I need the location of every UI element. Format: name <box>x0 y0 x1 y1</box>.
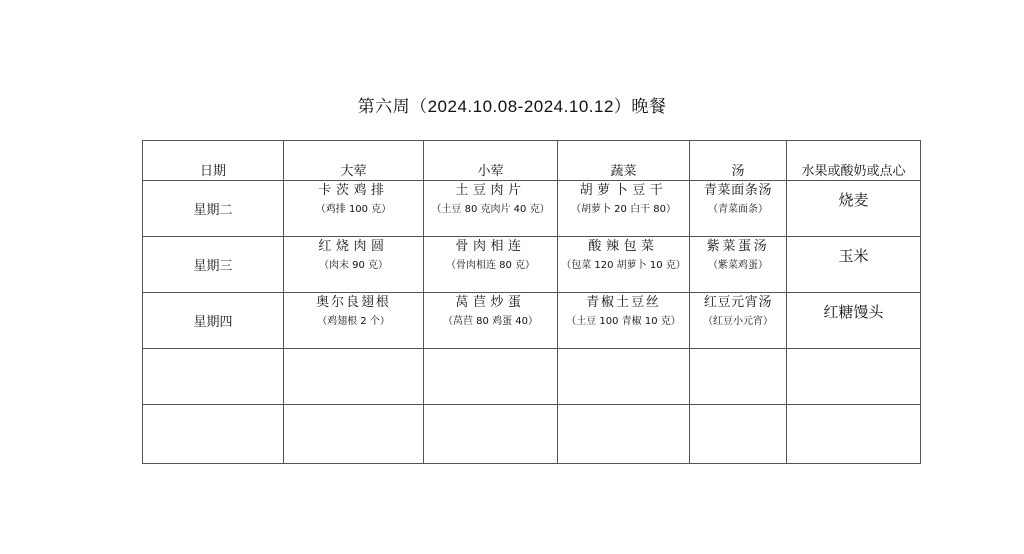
dish-detail: （青菜面条） <box>708 203 768 215</box>
dish-detail: （胡萝卜 20 白干 80） <box>571 203 676 215</box>
dish-name: 红烧肉圆 <box>318 238 389 254</box>
day-label: 星期三 <box>193 259 233 274</box>
extra-item: 红糖馒头 <box>823 303 884 321</box>
dish-detail: （土豆 100 青椒 10 克） <box>566 315 681 327</box>
vegetable-cell <box>558 181 690 237</box>
header-big-meat: 大荤 <box>284 141 424 181</box>
extra-cell <box>787 181 921 237</box>
empty-cell <box>143 349 284 405</box>
table-row <box>143 293 921 349</box>
extra-cell <box>787 293 921 349</box>
empty-cell <box>690 405 787 464</box>
dish-name: 奥尔良翅根 <box>316 294 391 310</box>
dish-detail: （紫菜鸡蛋） <box>708 259 768 271</box>
dinner-menu-table <box>142 140 921 464</box>
dish-name: 紫菜蛋汤 <box>706 238 770 254</box>
dish-name: 青椒土豆丝 <box>586 294 661 310</box>
dish-name: 土豆肉片 <box>455 182 526 198</box>
empty-cell <box>424 405 558 464</box>
table-header-row <box>143 141 921 181</box>
dish-detail: （土豆 80 克肉片 40 克） <box>431 203 550 215</box>
dish-name: 胡萝卜豆干 <box>579 182 668 198</box>
dish-detail: （红豆小元宵） <box>703 315 773 327</box>
dish-detail: （莴苣 80 鸡蛋 40） <box>443 315 538 327</box>
empty-cell <box>558 405 690 464</box>
header-extra: 水果或酸奶或点心 <box>787 141 921 181</box>
soup-cell <box>690 237 787 293</box>
big-meat-cell <box>284 293 424 349</box>
extra-item: 玉米 <box>838 247 869 265</box>
extra-item: 烧麦 <box>838 191 869 209</box>
day-label: 星期二 <box>193 203 233 218</box>
empty-cell <box>787 349 921 405</box>
day-cell <box>143 293 284 349</box>
dish-name: 骨肉相连 <box>455 238 526 254</box>
big-meat-cell <box>284 237 424 293</box>
empty-cell <box>558 349 690 405</box>
dish-name: 红豆元宵汤 <box>703 294 773 310</box>
day-label: 星期四 <box>193 315 233 330</box>
table-row <box>143 237 921 293</box>
dish-detail: （包菜 120 胡萝卜 10 克） <box>561 259 686 271</box>
big-meat-cell <box>284 181 424 237</box>
dish-detail: （肉末 90 克） <box>318 259 389 271</box>
dish-name: 卡茨鸡排 <box>318 182 389 198</box>
vegetable-cell <box>558 293 690 349</box>
small-meat-cell <box>424 237 558 293</box>
day-cell <box>143 237 284 293</box>
empty-cell <box>424 349 558 405</box>
table-row-empty <box>143 405 921 464</box>
vegetable-cell <box>558 237 690 293</box>
empty-cell <box>284 349 424 405</box>
page-title: 第六周（2024.10.08-2024.10.12）晚餐 <box>357 97 667 116</box>
header-date: 日期 <box>143 141 284 181</box>
header-small-meat: 小荤 <box>424 141 558 181</box>
extra-cell <box>787 237 921 293</box>
soup-cell <box>690 293 787 349</box>
empty-cell <box>787 405 921 464</box>
soup-cell <box>690 181 787 237</box>
dish-detail: （鸡翅根 2 个） <box>317 315 390 327</box>
table-row-empty <box>143 349 921 405</box>
small-meat-cell <box>424 181 558 237</box>
dish-detail: （骨肉相连 80 克） <box>445 259 536 271</box>
empty-cell <box>690 349 787 405</box>
empty-cell <box>284 405 424 464</box>
small-meat-cell <box>424 293 558 349</box>
header-vegetable: 蔬菜 <box>558 141 690 181</box>
table-row <box>143 181 921 237</box>
dish-name: 莴苣炒蛋 <box>455 294 526 310</box>
day-cell <box>143 181 284 237</box>
empty-cell <box>143 405 284 464</box>
header-soup: 汤 <box>690 141 787 181</box>
dish-name: 酸辣包菜 <box>588 238 659 254</box>
dish-detail: （鸡排 100 克） <box>315 203 392 215</box>
dish-name: 青菜面条汤 <box>703 182 773 198</box>
